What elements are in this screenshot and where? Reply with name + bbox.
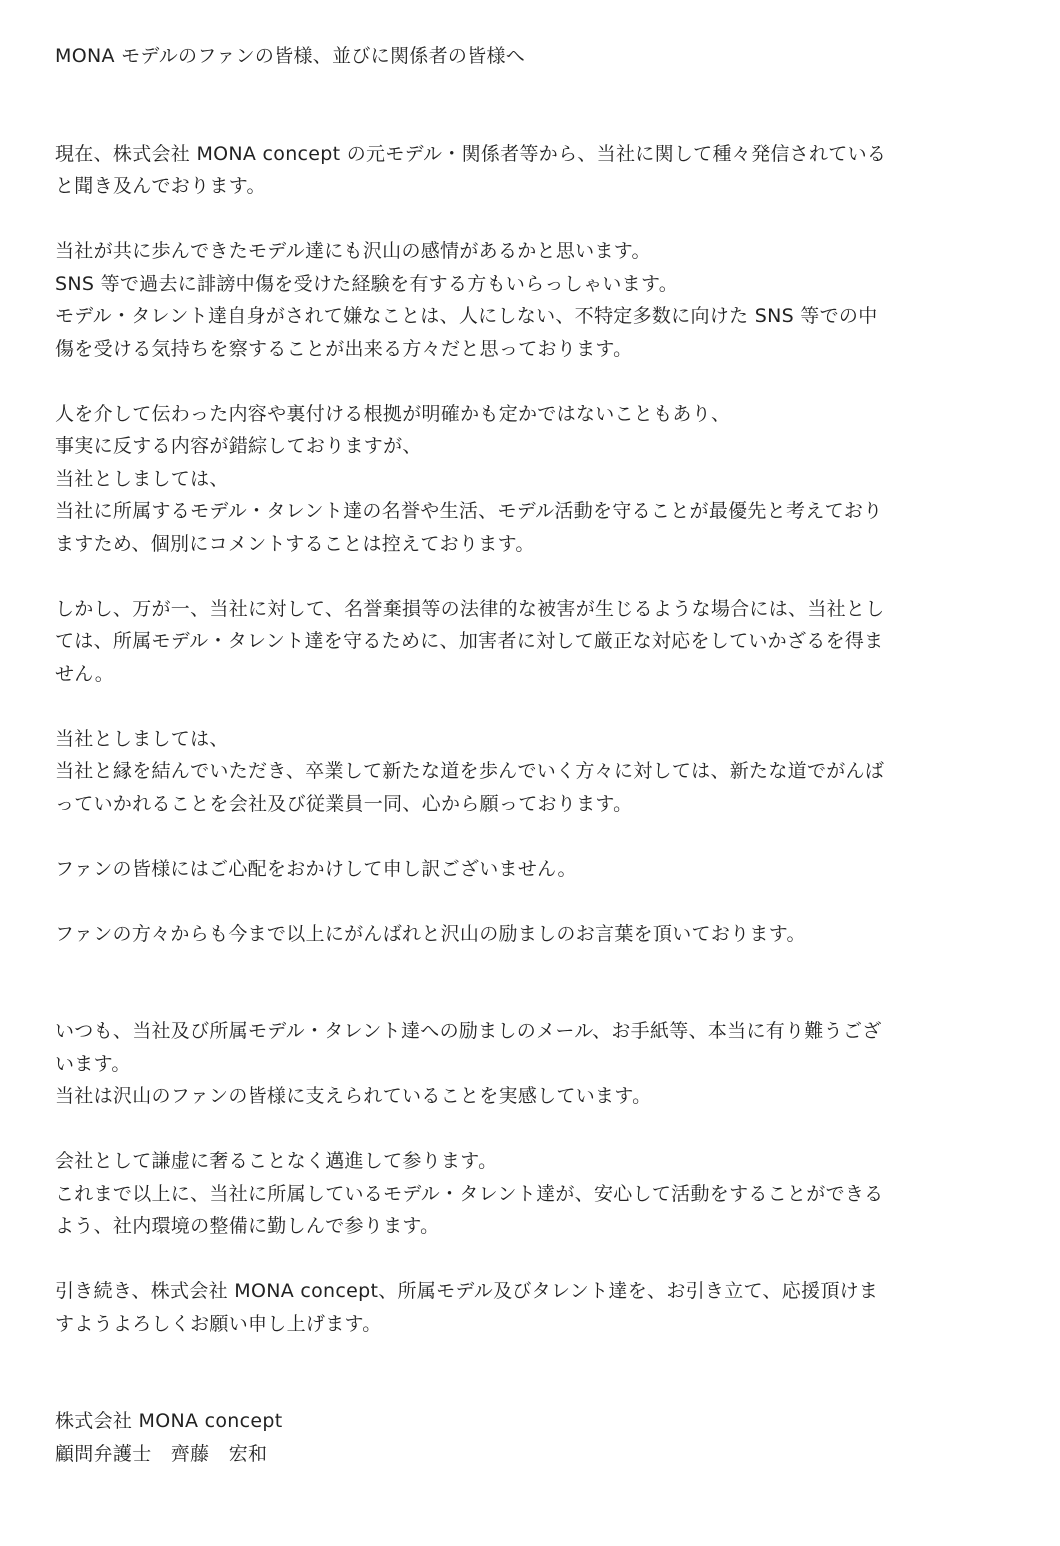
paragraph-9: [55, 1145, 1015, 1243]
spacer: [55, 1340, 1015, 1405]
spacer: [55, 203, 1015, 236]
spacer: [55, 73, 1015, 138]
salutation: MONA モデルのファンの皆様、並びに関係者の皆様へ: [55, 45, 526, 67]
paragraph-line: 人を介して伝わった内容や裏付ける根拠が明確かも定かではないこともあり、: [55, 402, 731, 425]
paragraph-4: [55, 593, 1015, 691]
paragraph-line: しかし、万が一、当社に対して、名誉棄損等の法律的な被害が生じるような場合には、当社とし: [55, 597, 885, 620]
signature-counsel: 顧問弁護士 齊藤 宏和: [55, 1442, 268, 1465]
paragraph-line: ては、所属モデル・タレント達を守るために、加害者に対して厳正な対応をしていかざるを得ま: [55, 630, 884, 652]
paragraph-line: 当社としましては、: [55, 467, 229, 490]
signature-company: 株式会社 MONA concept: [55, 1410, 283, 1432]
paragraph-line: います。: [55, 1052, 131, 1075]
paragraph-line: 事実に反する内容が錯綜しておりますが、: [55, 435, 422, 457]
spacer: [55, 560, 1015, 593]
spacer: [55, 1113, 1015, 1146]
paragraph-line: 当社は沢山のファンの皆様に支えられていることを実感しています。: [55, 1085, 652, 1107]
paragraph-line: 傷を受ける気持ちを察することが出来る方々だと思っております。: [55, 337, 633, 360]
paragraph-line: ファンの方々からも今まで以上にがんばれと沢山の励ましのお言葉を頂いております。: [55, 922, 806, 945]
paragraph-line: ファンの皆様にはご心配をおかけして申し訳ございません。: [55, 857, 577, 880]
paragraph-line: 当社が共に歩んできたモデル達にも沢山の感情があるかと思います。: [55, 240, 651, 262]
paragraph-line: モデル・タレント達自身がされて嫌なことは、人にしない、不特定多数に向けた SNS 等での中: [55, 305, 878, 327]
spacer: [55, 950, 1015, 1015]
paragraph-5: [55, 723, 1015, 821]
spacer: [55, 885, 1015, 918]
letter-body: [55, 40, 1015, 1470]
paragraph-1: [55, 138, 1015, 203]
signature-block: [55, 1405, 1015, 1470]
spacer: [55, 365, 1015, 398]
paragraph-line: 当社と縁を結んでいただき、卒業して新たな道を歩んでいく方々に対しては、新たな道でがんば: [55, 760, 885, 782]
paragraph-7: [55, 918, 1015, 951]
paragraph-line: これまで以上に、当社に所属しているモデル・タレント達が、安心して活動をすることができる: [55, 1182, 884, 1205]
paragraph-line: ますため、個別にコメントすることは控えております。: [55, 532, 535, 555]
spacer: [55, 690, 1015, 723]
paragraph-line: 会社として謙虚に奢ることなく邁進して参ります。: [55, 1150, 498, 1172]
spacer: [55, 820, 1015, 853]
paragraph-6: [55, 853, 1015, 886]
spacer: [55, 1243, 1015, 1276]
paragraph-3: [55, 398, 1015, 561]
paragraph-line: いつも、当社及び所属モデル・タレント達への励ましのメール、お手紙等、本当に有り難うござ: [55, 1020, 882, 1042]
paragraph-line: よう、社内環境の整備に勤しんで参ります。: [55, 1215, 440, 1237]
paragraph-line: 当社に所属するモデル・タレント達の名誉や生活、モデル活動を守ることが最優先と考えており: [55, 500, 883, 522]
paragraph-8: [55, 1015, 1015, 1113]
paragraph-line: せん。: [55, 662, 115, 685]
paragraph-line: と聞き及んでおります。: [55, 175, 266, 197]
paragraph-line: すようよろしくお願い申し上げます。: [55, 1312, 382, 1335]
paragraph-line: 現在、株式会社 MONA concept の元モデル・関係者等から、当社に関して種々発信されている: [55, 142, 887, 165]
paragraph-2: [55, 235, 1015, 365]
paragraph-line: SNS 等で過去に誹謗中傷を受けた経験を有する方もいらっしゃいます。: [55, 272, 679, 295]
paragraph-line: 引き続き、株式会社 MONA concept、所属モデル及びタレント達を、お引き立て、応援頂けま: [55, 1280, 879, 1302]
paragraph-line: 当社としましては、: [55, 727, 229, 750]
paragraph-10: [55, 1275, 1015, 1340]
paragraph-line: っていかれることを会社及び従業員一同、心から願っております。: [55, 792, 633, 815]
